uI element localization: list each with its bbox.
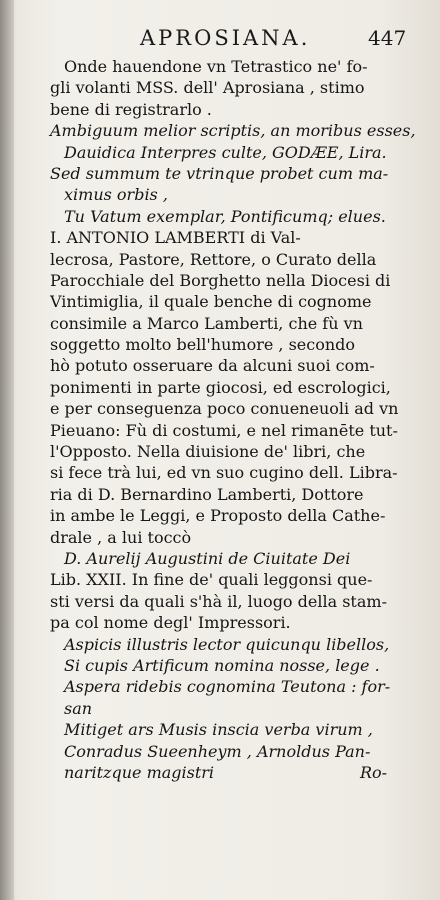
text-line: consimile a Marco Lamberti, che fù vn <box>50 313 363 333</box>
text-line: I. ANTONIO LAMBERTI di Val- <box>50 228 301 248</box>
page-gutter-shadow <box>0 0 14 900</box>
text-line: ponimenti in parte giocosi, ed escrologici, <box>50 377 391 397</box>
text-line: Dauidica Interpres culte, GODÆE, Lira. <box>64 142 387 162</box>
text-line: Aspera ridebis cognomina Teutona : for- <box>64 677 391 697</box>
catchword: Ro- <box>360 762 388 782</box>
text-line: Sed summum te vtrinque probet cum ma- <box>50 163 389 183</box>
text-line: san <box>64 698 93 718</box>
text-line: lecrosa, Pastore, Rettore, o Curato della <box>50 249 377 269</box>
text-line: si fece trà lui, ed vn suo cugino dell. Libra- <box>50 463 398 483</box>
text-line: pa col nome degl' Impressori. <box>50 613 291 633</box>
text-line: Vintimiglia, il quale benche di cognome <box>50 292 372 312</box>
text-line: Parocchiale del Borghetto nella Diocesi di <box>50 270 391 290</box>
text-line: D. Aurelij Augustini de Ciuitate Dei <box>64 548 351 568</box>
text-line: soggetto molto bell'humore , secondo <box>50 335 356 355</box>
text-line: sti versi da quali s'hà il, luogo della stam- <box>50 591 387 611</box>
text-line: Mitiget ars Musis inscia verba virum , <box>64 720 373 740</box>
text-line: in ambe le Leggi, e Proposto della Cathe- <box>50 506 386 526</box>
text-line: drale , a lui toccò <box>50 527 192 547</box>
text-line: l'Opposto. Nella diuisione de' libri, che <box>50 442 366 462</box>
text-line: gli volanti MSS. dell' Aprosiana , stimo <box>50 78 365 98</box>
running-title: APROSIANA. <box>140 26 311 50</box>
text-line: ximus orbis , <box>64 185 168 205</box>
text-line: Onde hauendone vn Tetrastico ne' fo- <box>64 57 368 76</box>
text-line: ria di D. Bernardino Lamberti, Dottore <box>50 484 364 504</box>
text-line: Aspicis illustris lector quicunqu libellos, <box>64 634 390 654</box>
text-line: bene di registrarlo . <box>50 99 212 119</box>
text-line: Lib. XXII. In fine de' quali leggonsi que- <box>50 570 373 590</box>
page-header <box>0 26 440 56</box>
text-line: Pieuano: Fù di costumi, e nel rimanēte tut- <box>50 420 398 440</box>
text-line: Tu Vatum exemplar, Pontificumq; elues. <box>64 206 386 226</box>
text-line: Ambiguum melior scriptis, an moribus esses, <box>50 121 416 141</box>
text-line: hò potuto osseruare da alcuni suoi com- <box>50 356 375 376</box>
text-line: naritzque magistri Ro- <box>64 762 388 782</box>
text-line: Conradus Sueenheym , Arnoldus Pan- <box>64 741 371 761</box>
page-number: 447 <box>368 26 407 50</box>
body-text <box>50 56 430 783</box>
text-line: Si cupis Artificum nomina nosse, lege . <box>64 655 380 675</box>
text-line: e per conseguenza poco conueneuoli ad vn <box>50 399 399 419</box>
